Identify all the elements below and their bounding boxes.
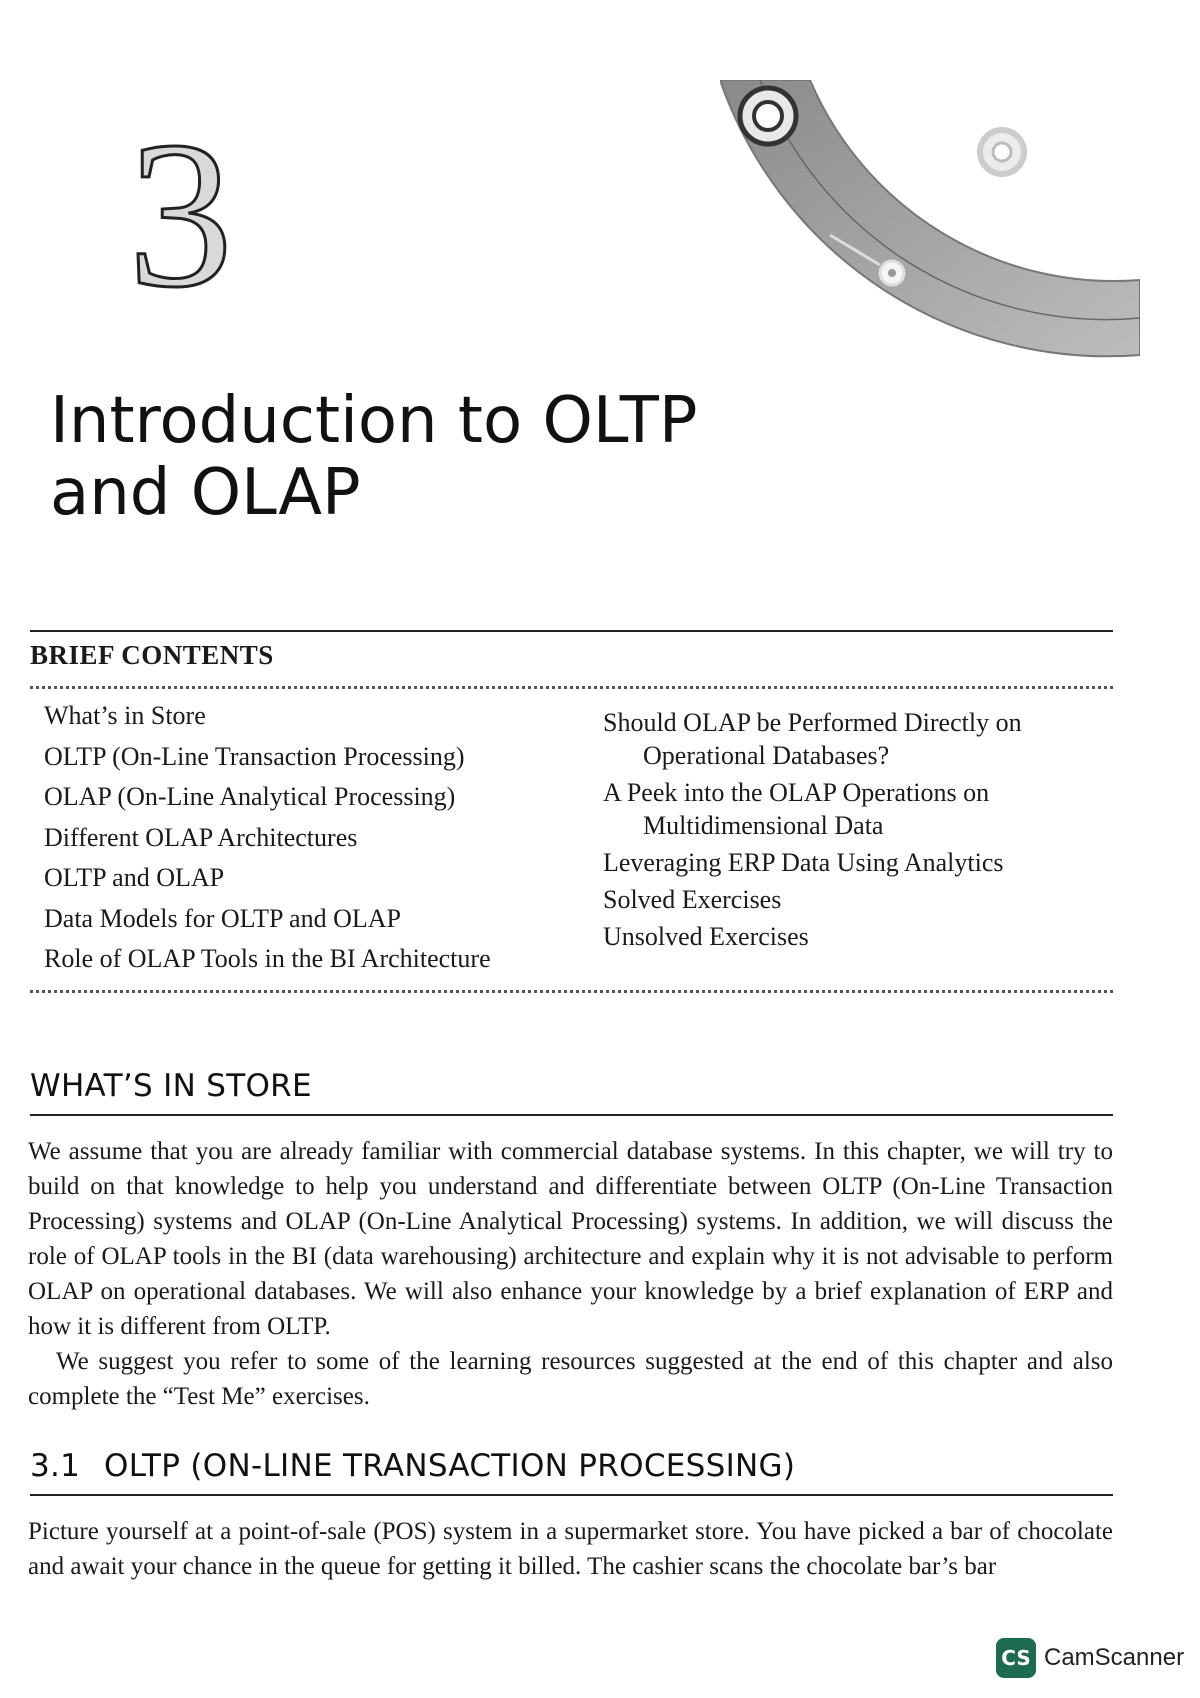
brief-contents-bottom-rule [30,990,1113,993]
toc-item [603,776,1022,842]
toc-item-line: Solved Exercises [603,885,782,914]
section-number: 3.1 [30,1448,81,1484]
camscanner-name: CamScanner [1044,1644,1185,1671]
paragraph: We suggest you refer to some of the learning resources suggested at the end of this chapter and also complete the “Test Me” exercises. [28,1348,1113,1410]
toc-item-continuation: Multidimensional Data [643,811,884,840]
section-3-1-body [28,1514,1113,1584]
toc-item: Role of OLAP Tools in the BI Architecture [44,944,491,973]
brief-contents-top-rule [30,630,1113,632]
toc-item: What’s in Store [44,701,206,730]
toc-item-line: Should OLAP be Performed Directly on [603,708,1022,737]
section-3-1-heading [30,1448,795,1484]
toc-item-line: A Peek into the OLAP Operations on [603,778,990,807]
toc-item-continuation: Operational Databases? [643,741,890,770]
brief-contents-divider [30,686,1113,689]
toc-item: Data Models for OLTP and OLAP [44,903,401,933]
paragraph: We assume that you are already familiar with commercial database systems. In this chapter, we will try to build on that knowledge to help you understand and differentiate between OLTP (On-Line Transaction Processing) systems and OLAP (On-Line Analytical Processing) systems. In addition, we will discuss the role of OLAP tools in the BI (data warehousing) architecture and explain why it is not advisable to perform OLAP on operational databases. We will also enhance your knowledge by a brief explanation of ERP and how it is different from OLTP. [28,1138,1113,1340]
section-title: OLTP (ON-LINE TRANSACTION PROCESSING) [104,1448,796,1484]
toc-item: OLAP (On-Line Analytical Processing) [44,782,456,811]
chapter-title-line-1: Introduction to OLTP [50,384,698,458]
chapter-title [50,385,697,529]
toc-item-line: Unsolved Exercises [603,922,809,951]
whats-in-store-rule [30,1114,1113,1116]
camscanner-logo-icon: CS [996,1638,1036,1678]
paragraph: Picture yourself at a point-of-sale (POS) system in a supermarket store. You have picked a bar of chocolate and await your chance in the queue for getting it billed. The cashier scans the chocolate bar’s bar [28,1518,1113,1580]
chapter-decoration-graphic [720,80,1140,380]
brief-contents-heading: BRIEF CONTENTS [30,640,274,670]
toc-item [603,920,1022,953]
brief-contents-right-column [603,706,1022,957]
toc-item: Different OLAP Architectures [44,822,358,852]
toc-item: OLTP and OLAP [44,863,225,892]
camscanner-watermark [996,1638,1184,1678]
whats-in-store-heading: WHAT’S IN STORE [30,1068,312,1104]
toc-item: OLTP (On-Line Transaction Processing) [44,741,465,771]
whats-in-store-body [28,1134,1113,1414]
toc-item [603,883,1022,916]
chapter-number: 3 [128,99,233,331]
section-3-1-rule [30,1494,1113,1496]
chapter-title-line-2: and OLAP [50,456,361,530]
toc-item [603,846,1022,879]
toc-item-line: Leveraging ERP Data Using Analytics [603,848,1004,877]
brief-contents-left-column [44,696,491,980]
toc-item [603,706,1022,772]
